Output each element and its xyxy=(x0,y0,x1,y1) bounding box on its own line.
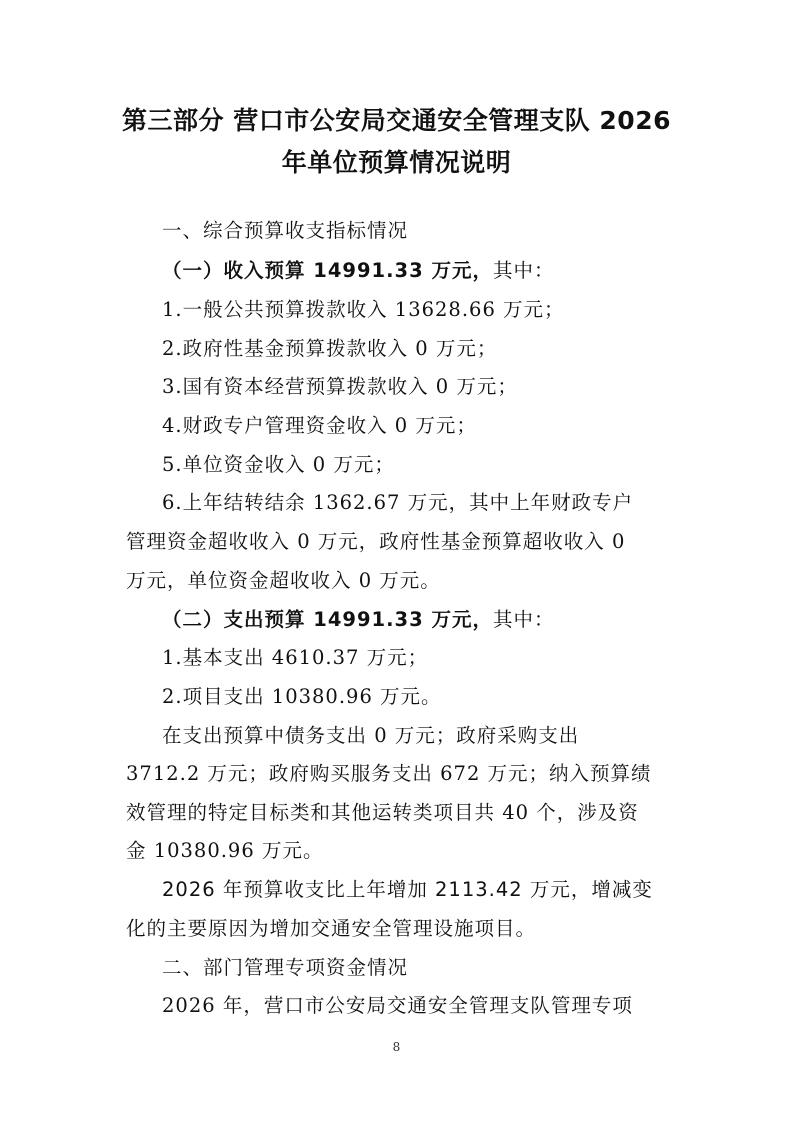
page-number: 8 xyxy=(392,1040,401,1054)
expense-heading xyxy=(162,605,702,635)
title-line-1: 第三部分 营口市公安局交通安全管理支队 2026 xyxy=(122,106,671,135)
income-item-2: 2.政府性基金预算拨款收入 0 万元； xyxy=(162,337,498,360)
income-heading-rest: 其中： xyxy=(492,259,555,282)
expense-note-line-1: 在支出预算中债务支出 0 万元；政府采购支出 xyxy=(162,724,580,747)
title-line-2: 年单位预算情况说明 xyxy=(281,148,512,177)
expense-heading-bold: （二）支出预算 14991.33 万元， xyxy=(162,608,493,631)
expense-note-line-3: 效管理的特定目标类和其他运转类项目共 40 个，涉及资 xyxy=(126,801,639,824)
carryover-line-1: 6.上年结转结余 1362.67 万元，其中上年财政专户 xyxy=(162,491,634,514)
section-2-line-1: 2026 年，营口市公安局交通安全管理支队管理专项 xyxy=(162,994,633,1017)
expense-item-1: 1.基本支出 4610.37 万元； xyxy=(162,646,429,669)
change-note-line-1: 2026 年预算收支比上年增加 2113.42 万元，增减变 xyxy=(162,878,653,901)
section-1-heading: 一、综合预算收支指标情况 xyxy=(162,219,409,242)
page-title xyxy=(100,100,693,184)
change-note-line-2: 化的主要原因为增加交通安全管理设施项目。 xyxy=(126,917,537,940)
income-item-4: 4.财政专户管理资金收入 0 万元； xyxy=(162,414,477,437)
income-item-5: 5.单位资金收入 0 万元； xyxy=(162,453,395,476)
income-heading xyxy=(162,256,702,286)
income-item-3: 3.国有资本经营预算拨款收入 0 万元； xyxy=(162,375,518,398)
expense-note-line-2: 3712.2 万元；政府购买服务支出 672 万元；纳入预算绩 xyxy=(126,762,652,785)
expense-heading-rest: 其中： xyxy=(492,608,555,631)
expense-item-2: 2.项目支出 10380.96 万元。 xyxy=(162,685,442,708)
carryover-line-3: 万元，单位资金超收收入 0 万元。 xyxy=(126,569,441,592)
income-item-1: 1.一般公共预算拨款收入 13628.66 万元； xyxy=(162,298,565,321)
expense-note-line-4: 金 10380.96 万元。 xyxy=(126,839,324,862)
carryover-line-2: 管理资金超收收入 0 万元，政府性基金预算超收收入 0 xyxy=(126,530,626,553)
income-heading-bold: （一）收入预算 14991.33 万元， xyxy=(162,259,493,282)
section-2-heading: 二、部门管理专项资金情况 xyxy=(162,956,409,979)
